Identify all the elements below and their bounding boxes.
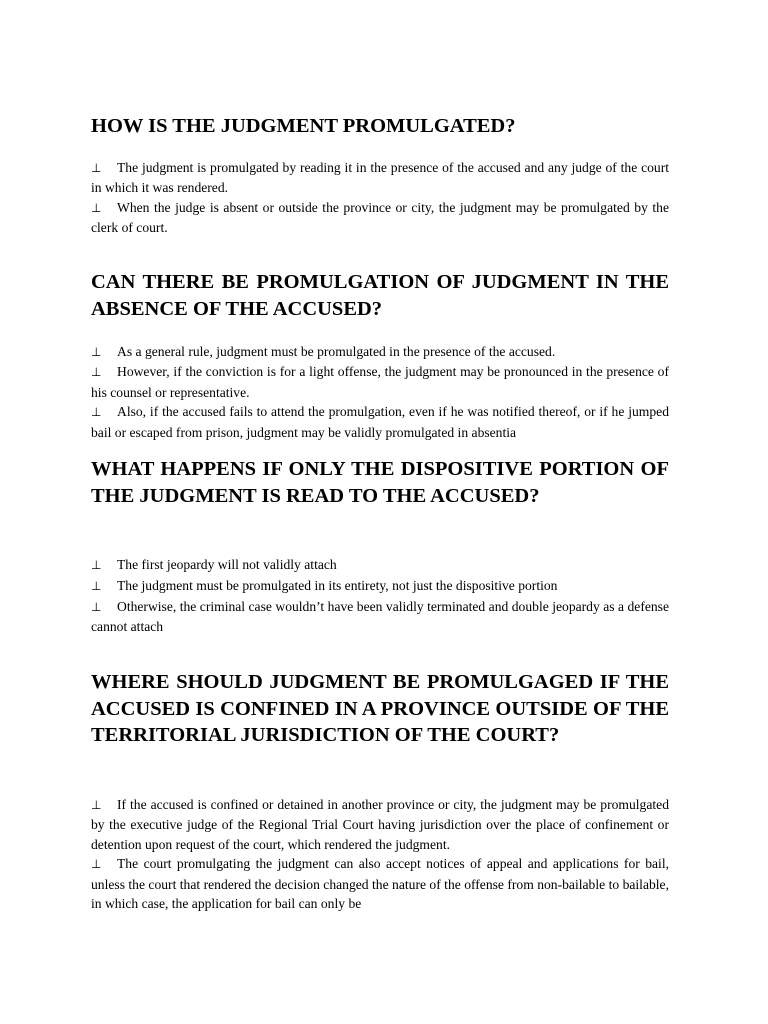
bullet-list [91, 342, 669, 442]
bullet-text: As a general rule, judgment must be promulgated in the presence of the accused. [117, 344, 556, 359]
bullet-icon: ⊥ [91, 405, 102, 420]
bullet-icon: ⊥ [91, 558, 102, 572]
bullet-list [91, 555, 669, 637]
bullet-item [91, 362, 669, 402]
bullet-text: The judgment is promulgated by reading it in the presence of the accused and any judge of the court in which it was rendered. [91, 160, 669, 196]
bullet-icon: ⊥ [91, 161, 102, 175]
bullet-item [91, 854, 669, 913]
bullet-text: When the judge is absent or outside the province or city, the judgment may be promulgated by the clerk of court. [91, 199, 669, 236]
section-heading: WHERE SHOULD JUDGMENT BE PROMULGAGED IF THE ACCUSED IS CONFINED IN A PROVINCE OUTSIDE OF THE TERRITORIAL JURISDICTION OF THE COURT? [91, 671, 669, 746]
bullet-text: Also, if the accused fails to attend the promulgation, even if he was notified thereof, or if he jumped bail or escaped from prison, judgment may be validly promulgated in absentia [91, 404, 669, 440]
bullet-icon: ⊥ [91, 200, 102, 215]
bullet-item [91, 576, 669, 596]
bullet-item [91, 795, 669, 854]
section-heading: CAN THERE BE PROMULGATION OF JUDGMENT IN THE ABSENCE OF THE ACCUSED? [91, 271, 669, 320]
bullet-icon: ⊥ [91, 345, 102, 359]
bullet-item [91, 597, 669, 637]
bullet-icon: ⊥ [91, 798, 102, 812]
bullet-list [91, 158, 669, 238]
bullet-icon: ⊥ [91, 365, 102, 380]
bullet-icon: ⊥ [91, 857, 102, 872]
bullet-text: Otherwise, the criminal case wouldn’t have been validly terminated and double jeopardy as a defense cannot attach [91, 598, 669, 635]
bullet-item [91, 342, 669, 362]
section-heading: WHAT HAPPENS IF ONLY THE DISPOSITIVE PORTION OF THE JUDGMENT IS READ TO THE ACCUSED? [91, 458, 669, 507]
section-heading: HOW IS THE JUDGMENT PROMULGATED? [91, 115, 516, 137]
bullet-text: The court promulgating the judgment can also accept notices of appeal and applications for bail, unless the court that rendered the decision changed the nature of the offense from non-bailable to bailable, in which case, the application for bail can only be [91, 856, 669, 912]
bullet-list [91, 795, 669, 913]
bullet-item [91, 402, 669, 442]
bullet-text: The first jeopardy will not validly attach [117, 557, 337, 572]
bullet-item [91, 555, 669, 575]
bullet-text: However, if the conviction is for a light offense, the judgment may be pronounced in the presence of his counsel or representative. [91, 364, 669, 400]
bullet-icon: ⊥ [91, 579, 102, 594]
bullet-item [91, 198, 669, 238]
bullet-text: The judgment must be promulgated in its entirety, not just the dispositive portion [117, 578, 558, 594]
bullet-item [91, 158, 669, 198]
bullet-icon: ⊥ [91, 599, 102, 614]
bullet-text: If the accused is confined or detained in another province or city, the judgment may be promulgated by the executive judge of the Regional Trial Court having jurisdiction over the place of confinement or detention upon request of the court, which rendered the judgment. [91, 797, 669, 852]
